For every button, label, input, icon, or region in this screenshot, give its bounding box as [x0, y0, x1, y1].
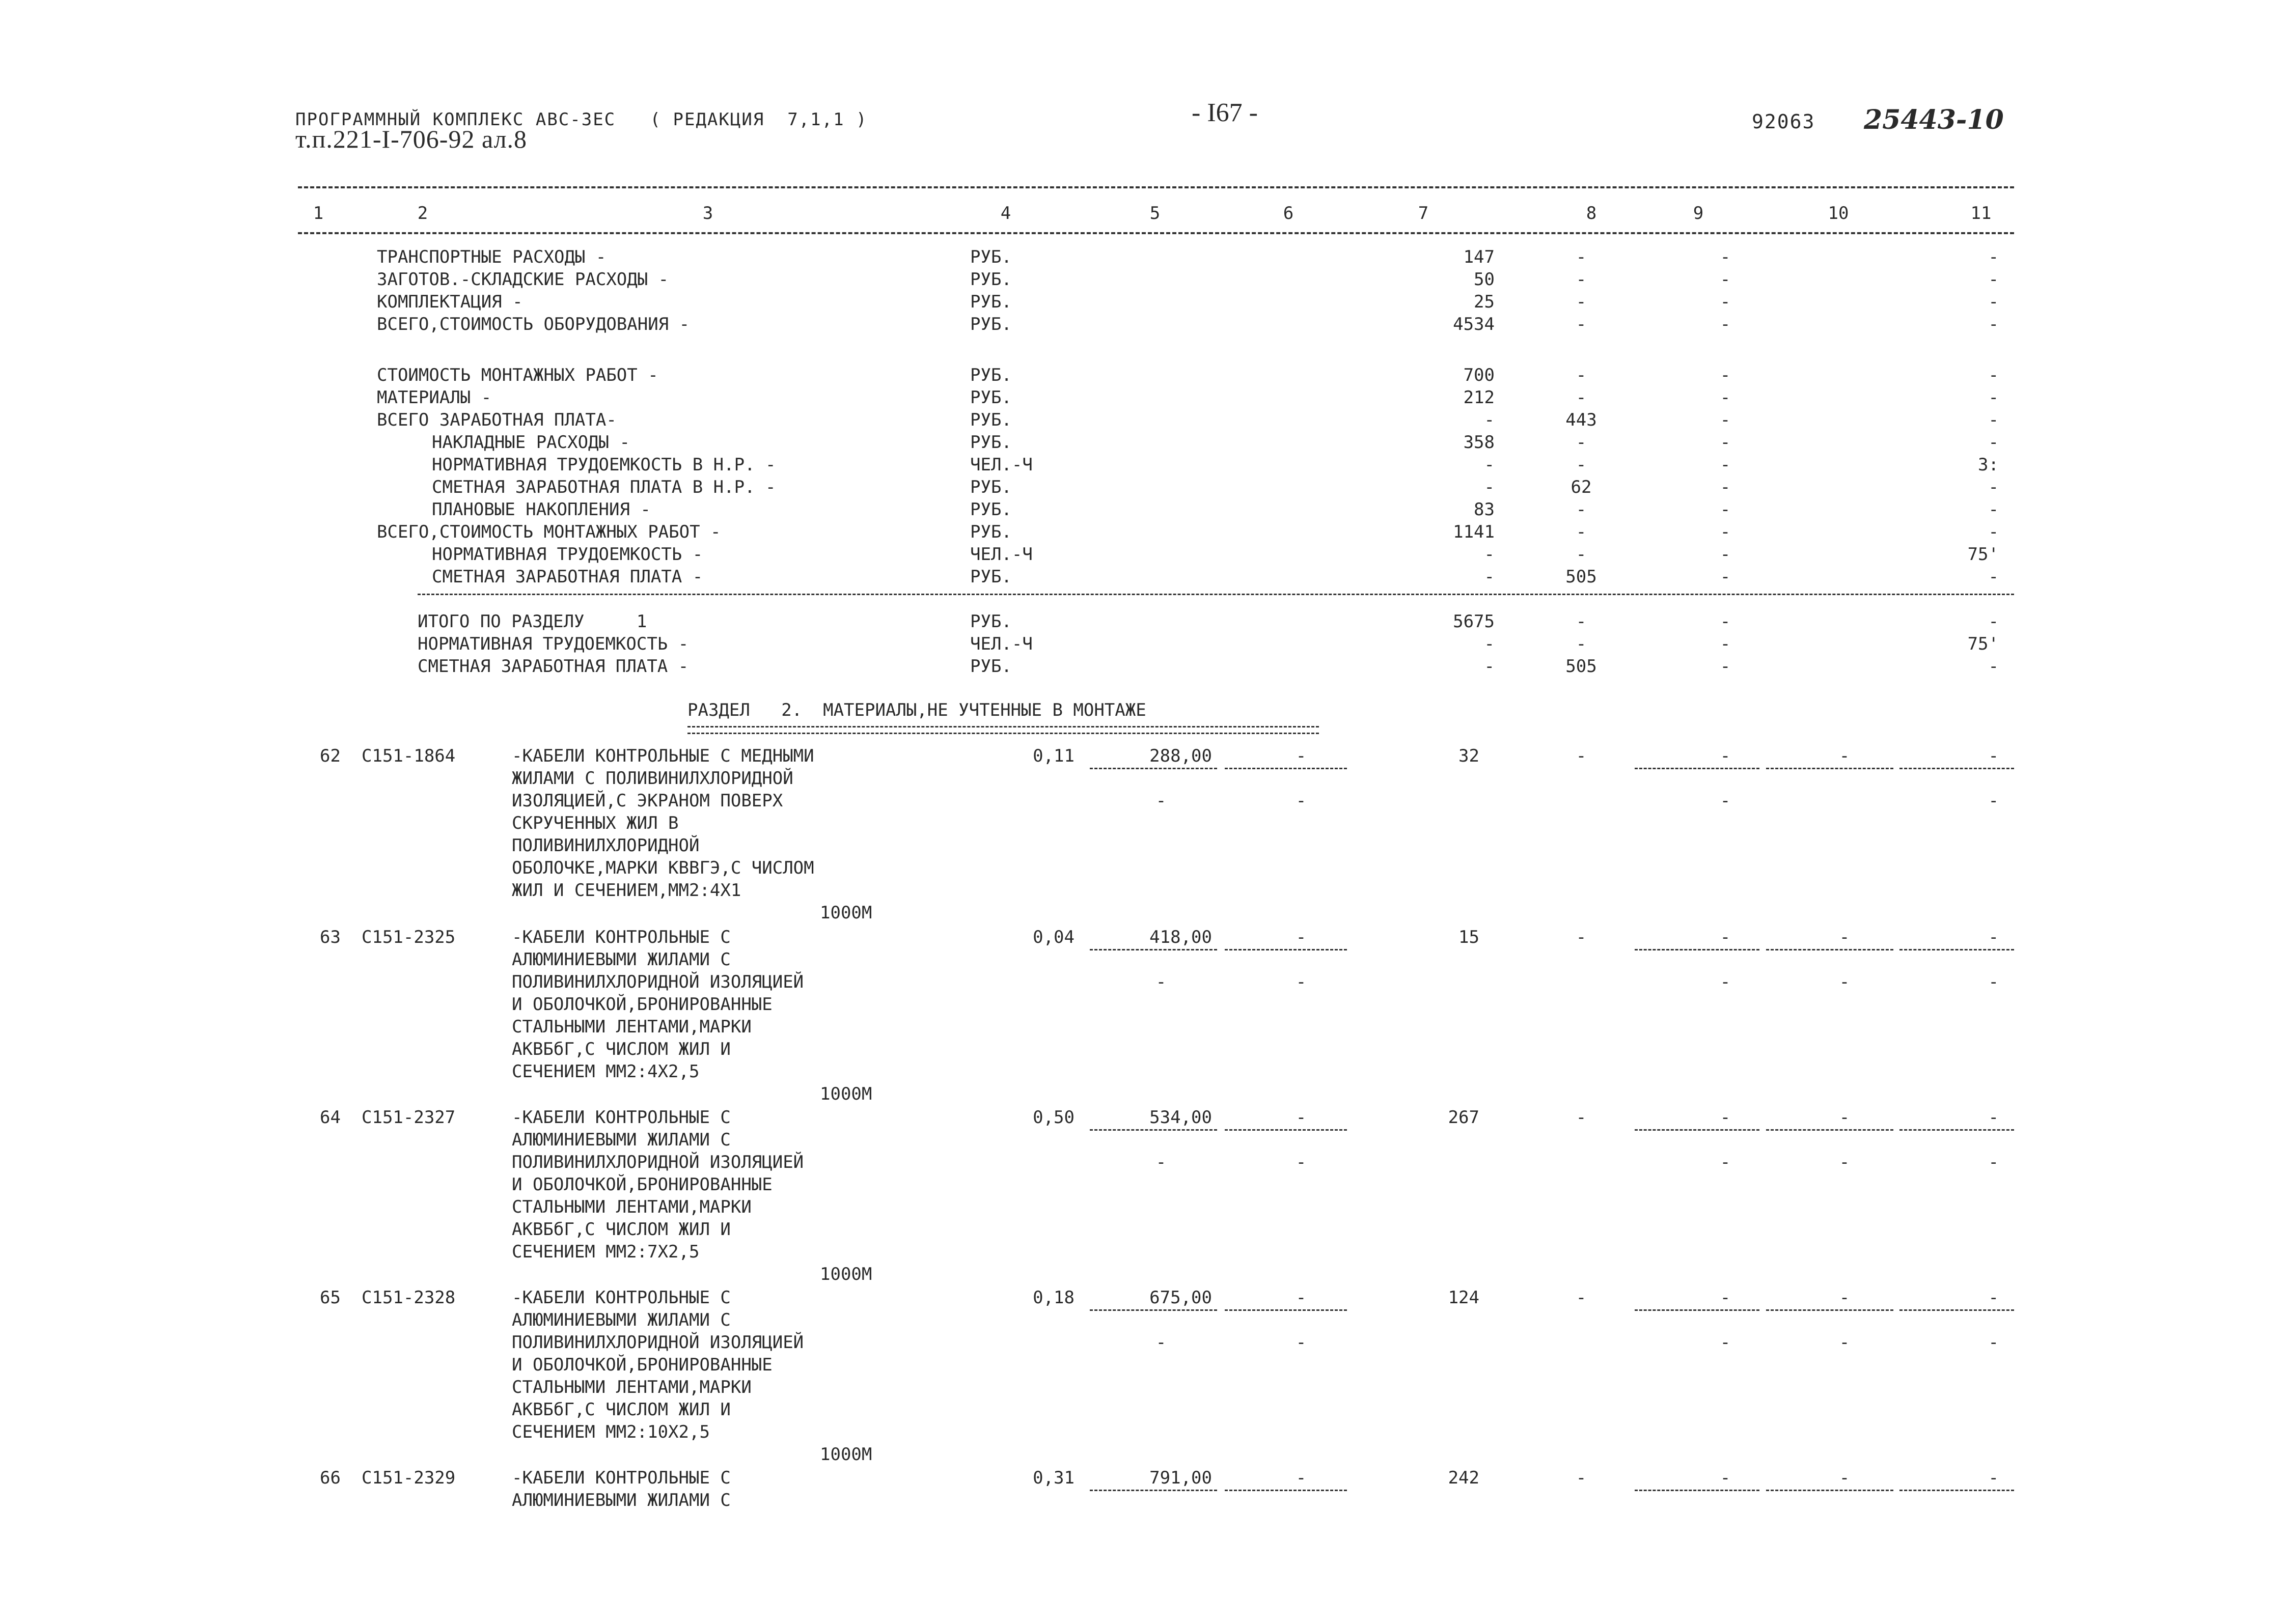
item-c7: 32: [1458, 746, 1479, 766]
summary-c7: 1141: [1453, 522, 1495, 542]
totals-c9: -: [1720, 611, 1731, 632]
summary-unit: РУБ.: [970, 567, 1012, 587]
column-header-4: 4: [1000, 203, 1011, 223]
summary-c9: -: [1720, 247, 1731, 267]
summary-c8: -: [1576, 365, 1587, 385]
item-c11: -: [1988, 927, 1999, 947]
summary-c8: -: [1576, 455, 1587, 475]
item-c9: -: [1720, 1468, 1731, 1488]
totals-c8: 505: [1565, 656, 1597, 677]
totals-c9: -: [1720, 656, 1731, 677]
totals-label: СМЕТНАЯ ЗАРАБОТНАЯ ПЛАТА -: [418, 656, 689, 677]
summary-c9: -: [1720, 544, 1731, 565]
summary-unit: РУБ.: [970, 247, 1012, 267]
summary-c9: -: [1720, 387, 1731, 408]
column-header-8: 8: [1586, 203, 1597, 223]
summary-c8: 443: [1565, 410, 1597, 430]
item-split-rule: [1635, 768, 1759, 769]
item-number: 62: [320, 746, 341, 766]
summary-c11: -: [1988, 269, 1999, 290]
item-price: 675,00: [1149, 1287, 1212, 1308]
summary-unit: РУБ.: [970, 365, 1012, 385]
item-sub-c11: -: [1988, 1152, 1999, 1172]
item-description-line: АЛЮМИНИЕВЫМИ ЖИЛАМИ С: [512, 1130, 731, 1150]
item-c11: -: [1988, 746, 1999, 766]
summary-c7: 83: [1474, 499, 1495, 520]
item-description-line: -КАБЕЛИ КОНТРОЛЬНЫЕ С: [512, 1287, 731, 1308]
item-split-rule: [1090, 768, 1217, 769]
summary-label: НОРМАТИВНАЯ ТРУДОЕМКОСТЬ -: [432, 544, 703, 565]
summary-c7: 212: [1463, 387, 1495, 408]
item-split-rule: [1635, 1309, 1759, 1311]
item-c6: -: [1296, 1468, 1307, 1488]
item-split-rule: [1899, 949, 2014, 950]
item-description-line: -КАБЕЛИ КОНТРОЛЬНЫЕ С: [512, 927, 731, 947]
summary-label: МАТЕРИАЛЫ -: [377, 387, 492, 408]
item-sub-c6: -: [1296, 1332, 1307, 1353]
item-split-rule: [1225, 949, 1347, 950]
item-c10: -: [1839, 1287, 1850, 1308]
item-sub-c5: -: [1155, 1152, 1167, 1172]
item-description-line: И ОБОЛОЧКОЙ,БРОНИРОВАННЫЕ: [512, 994, 773, 1015]
item-split-rule: [1225, 768, 1347, 769]
doc-code: 92063: [1752, 110, 1815, 133]
item-split-rule: [1090, 1490, 1217, 1491]
summary-c7: -: [1484, 477, 1495, 497]
summary-c9: -: [1720, 432, 1731, 453]
summary-label: НОРМАТИВНАЯ ТРУДОЕМКОСТЬ В Н.Р. -: [432, 455, 776, 475]
item-c6: -: [1296, 1107, 1307, 1128]
summary-c8: -: [1576, 499, 1587, 520]
summary-c9: -: [1720, 314, 1731, 334]
column-header-6: 6: [1283, 203, 1294, 223]
summary-c11: -: [1988, 314, 1999, 334]
section-2-title: РАЗДЕЛ 2. МАТЕРИАЛЫ,НЕ УЧТЕННЫЕ В МОНТАЖЕ: [687, 700, 1146, 720]
item-split-rule: [1899, 768, 2014, 769]
item-c6: -: [1296, 927, 1307, 947]
item-number: 63: [320, 927, 341, 947]
column-header-10: 10: [1828, 203, 1849, 223]
item-price: 791,00: [1149, 1468, 1212, 1488]
item-sub-c9: -: [1720, 1152, 1731, 1172]
item-number: 66: [320, 1468, 341, 1488]
item-sub-c9: -: [1720, 791, 1731, 811]
summary-c9: -: [1720, 455, 1731, 475]
item-number: 64: [320, 1107, 341, 1128]
summary-c9: -: [1720, 410, 1731, 430]
summary-label: ПЛАНОВЫЕ НАКОПЛЕНИЯ -: [432, 499, 651, 520]
summary-c11: -: [1988, 410, 1999, 430]
item-c9: -: [1720, 1287, 1731, 1308]
totals-label: ИТОГО ПО РАЗДЕЛУ 1: [418, 611, 647, 632]
item-number: 65: [320, 1287, 341, 1308]
item-description-line: АЛЮМИНИЕВЫМИ ЖИЛАМИ С: [512, 1310, 731, 1330]
summary-c11: -: [1988, 499, 1999, 520]
summary-c9: -: [1720, 477, 1731, 497]
item-qty: 0,04: [1033, 927, 1075, 947]
totals-c7: 5675: [1453, 611, 1495, 632]
item-description-line: ОБОЛОЧКЕ,МАРКИ КВВГЭ,С ЧИСЛОМ: [512, 858, 814, 878]
column-header-2: 2: [417, 203, 428, 223]
item-c8: -: [1576, 1287, 1587, 1308]
item-description-line: И ОБОЛОЧКОЙ,БРОНИРОВАННЫЕ: [512, 1355, 773, 1375]
program-title: ПРОГРАММНЫЙ КОМПЛЕКС АВС-3ЕС ( РЕДАКЦИЯ 7,1,1 ): [295, 109, 868, 130]
summary-c9: -: [1720, 292, 1731, 312]
summary-label: ВСЕГО,СТОИМОСТЬ ОБОРУДОВАНИЯ -: [377, 314, 690, 334]
item-split-rule: [1090, 1309, 1217, 1311]
item-description-line: СЕЧЕНИЕМ ММ2:10Х2,5: [512, 1422, 710, 1442]
item-price: 534,00: [1149, 1107, 1212, 1128]
item-unit: 1000М: [820, 903, 872, 923]
item-code: С151-1864: [362, 746, 456, 766]
item-price: 288,00: [1149, 746, 1212, 766]
totals-unit: ЧЕЛ.-Ч: [970, 634, 1033, 654]
item-description-line: -КАБЕЛИ КОНТРОЛЬНЫЕ С: [512, 1468, 731, 1488]
summary-label: ТРАНСПОРТНЫЕ РАСХОДЫ -: [377, 247, 607, 267]
item-description-line: СЕЧЕНИЕМ ММ2:7Х2,5: [512, 1242, 700, 1262]
item-code: С151-2327: [362, 1107, 456, 1128]
item-code: С151-2329: [362, 1468, 456, 1488]
item-c8: -: [1576, 927, 1587, 947]
item-split-rule: [1225, 1490, 1347, 1491]
item-split-rule: [1635, 1490, 1759, 1491]
item-qty: 0,31: [1033, 1468, 1075, 1488]
summary-unit: РУБ.: [970, 432, 1012, 453]
item-split-rule: [1766, 949, 1893, 950]
item-description-line: ЖИЛАМИ С ПОЛИВИНИЛХЛОРИДНОЙ: [512, 768, 793, 789]
totals-c9: -: [1720, 634, 1731, 654]
page-number: - I67 -: [1192, 98, 1258, 127]
totals-c11: -: [1988, 611, 1999, 632]
item-c10: -: [1839, 927, 1850, 947]
summary-unit: РУБ.: [970, 314, 1012, 334]
item-split-rule: [1899, 1309, 2014, 1311]
column-header-7: 7: [1418, 203, 1429, 223]
summary-c7: 358: [1463, 432, 1495, 453]
summary-c8: 505: [1565, 567, 1597, 587]
item-description-line: СТАЛЬНЫМИ ЛЕНТАМИ,МАРКИ: [512, 1377, 752, 1397]
summary-c11: 75': [1967, 544, 1999, 565]
summary-c9: -: [1720, 522, 1731, 542]
item-c10: -: [1839, 746, 1850, 766]
item-c7: 267: [1448, 1107, 1479, 1128]
summary-label: ВСЕГО ЗАРАБОТНАЯ ПЛАТА-: [377, 410, 617, 430]
column-header-9: 9: [1693, 203, 1704, 223]
item-code: С151-2328: [362, 1287, 456, 1308]
item-c10: -: [1839, 1107, 1850, 1128]
summary-c11: -: [1988, 432, 1999, 453]
summary-unit: РУБ.: [970, 477, 1012, 497]
summary-unit: РУБ.: [970, 292, 1012, 312]
item-description-line: И ОБОЛОЧКОЙ,БРОНИРОВАННЫЕ: [512, 1174, 773, 1195]
item-split-rule: [1225, 1309, 1347, 1311]
handwritten-number: 25443-10: [1864, 104, 2004, 135]
item-description-line: ПОЛИВИНИЛХЛОРИДНОЙ: [512, 835, 700, 856]
item-description-line: ЖИЛ И СЕЧЕНИЕМ,ММ2:4Х1: [512, 880, 741, 901]
item-sub-c10: -: [1839, 1332, 1850, 1353]
item-sub-c6: -: [1296, 791, 1307, 811]
header-rule-top: [298, 186, 2014, 188]
item-description-line: -КАБЕЛИ КОНТРОЛЬНЫЕ С МЕДНЫМИ: [512, 746, 814, 766]
item-c9: -: [1720, 1107, 1731, 1128]
summary-c11: -: [1988, 387, 1999, 408]
item-description-line: ПОЛИВИНИЛХЛОРИДНОЙ ИЗОЛЯЦИЕЙ: [512, 1152, 804, 1172]
item-description-line: АКВБбГ,С ЧИСЛОМ ЖИЛ И: [512, 1219, 731, 1240]
summary-c8: -: [1576, 247, 1587, 267]
item-c7: 124: [1448, 1287, 1479, 1308]
item-code: С151-2325: [362, 927, 456, 947]
item-c11: -: [1988, 1468, 1999, 1488]
item-unit: 1000М: [820, 1264, 872, 1284]
item-qty: 0,50: [1033, 1107, 1075, 1128]
item-sub-c5: -: [1155, 972, 1167, 992]
totals-label: НОРМАТИВНАЯ ТРУДОЕМКОСТЬ -: [418, 634, 689, 654]
summary-unit: РУБ.: [970, 499, 1012, 520]
column-header-11: 11: [1970, 203, 1992, 223]
item-split-rule: [1635, 1129, 1759, 1131]
summary-label: НАКЛАДНЫЕ РАСХОДЫ -: [432, 432, 630, 453]
summary-c8: -: [1576, 269, 1587, 290]
section-title-underline: [687, 726, 1319, 734]
summary-c9: -: [1720, 269, 1731, 290]
summary-c7: 50: [1474, 269, 1495, 290]
item-c11: -: [1988, 1107, 1999, 1128]
item-split-rule: [1225, 1129, 1347, 1131]
totals-c7: -: [1484, 656, 1495, 677]
item-description-line: СТАЛЬНЫМИ ЛЕНТАМИ,МАРКИ: [512, 1017, 752, 1037]
item-c8: -: [1576, 1107, 1587, 1128]
item-description-line: АЛЮМИНИЕВЫМИ ЖИЛАМИ С: [512, 1490, 731, 1510]
summary-c11: -: [1988, 522, 1999, 542]
item-sub-c11: -: [1988, 791, 1999, 811]
item-sub-c6: -: [1296, 1152, 1307, 1172]
summary-c11: -: [1988, 567, 1999, 587]
summary-label: ЗАГОТОВ.-СКЛАДСКИЕ РАСХОДЫ -: [377, 269, 669, 290]
item-c6: -: [1296, 1287, 1307, 1308]
item-split-rule: [1766, 768, 1893, 769]
summary-c7: -: [1484, 455, 1495, 475]
summary-c7: 147: [1463, 247, 1495, 267]
item-description-line: ПОЛИВИНИЛХЛОРИДНОЙ ИЗОЛЯЦИЕЙ: [512, 972, 804, 992]
item-split-rule: [1635, 949, 1759, 950]
totals-c11: -: [1988, 656, 1999, 677]
item-split-rule: [1899, 1490, 2014, 1491]
item-split-rule: [1766, 1129, 1893, 1131]
column-header-1: 1: [313, 203, 324, 223]
summary-c11: -: [1988, 477, 1999, 497]
item-description-line: АКВБбГ,С ЧИСЛОМ ЖИЛ И: [512, 1399, 731, 1420]
item-description-line: ИЗОЛЯЦИЕЙ,С ЭКРАНОМ ПОВЕРХ: [512, 791, 783, 811]
summary-c9: -: [1720, 365, 1731, 385]
item-sub-c10: -: [1839, 972, 1850, 992]
totals-c8: -: [1576, 611, 1587, 632]
summary-c8: -: [1576, 314, 1587, 334]
summary-unit: РУБ.: [970, 522, 1012, 542]
item-sub-c6: -: [1296, 972, 1307, 992]
summary-c11: -: [1988, 365, 1999, 385]
totals-unit: РУБ.: [970, 611, 1012, 632]
summary-c8: -: [1576, 544, 1587, 565]
summary-c8: -: [1576, 432, 1587, 453]
item-split-rule: [1090, 1129, 1217, 1131]
item-split-rule: [1090, 949, 1217, 950]
item-description-line: СЕЧЕНИЕМ ММ2:4Х2,5: [512, 1061, 700, 1082]
summary-label: СМЕТНАЯ ЗАРАБОТНАЯ ПЛАТА -: [432, 567, 703, 587]
item-sub-c5: -: [1155, 1332, 1167, 1353]
item-sub-c9: -: [1720, 1332, 1731, 1353]
item-description-line: АКВБбГ,С ЧИСЛОМ ЖИЛ И: [512, 1039, 731, 1059]
totals-c11: 75': [1967, 634, 1999, 654]
item-description-line: АЛЮМИНИЕВЫМИ ЖИЛАМИ С: [512, 949, 731, 970]
item-c7: 242: [1448, 1468, 1479, 1488]
item-price: 418,00: [1149, 927, 1212, 947]
item-sub-c10: -: [1839, 1152, 1850, 1172]
summary-unit: РУБ.: [970, 387, 1012, 408]
summary-c8: -: [1576, 522, 1587, 542]
summary-c7: -: [1484, 567, 1495, 587]
summary-unit: РУБ.: [970, 269, 1012, 290]
item-description-line: ПОЛИВИНИЛХЛОРИДНОЙ ИЗОЛЯЦИЕЙ: [512, 1332, 804, 1353]
item-sub-c11: -: [1988, 972, 1999, 992]
summary-label: СМЕТНАЯ ЗАРАБОТНАЯ ПЛАТА В Н.Р. -: [432, 477, 776, 497]
item-c7: 15: [1458, 927, 1479, 947]
doc-reference: т.п.221-I-706-92 ал.8: [295, 125, 528, 153]
item-split-rule: [1766, 1309, 1893, 1311]
item-c11: -: [1988, 1287, 1999, 1308]
item-qty: 0,11: [1033, 746, 1075, 766]
header-rule-bottom: [298, 232, 2014, 234]
summary-c11: -: [1988, 247, 1999, 267]
summary-c7: 25: [1474, 292, 1495, 312]
item-sub-c11: -: [1988, 1332, 1999, 1353]
item-unit: 1000М: [820, 1084, 872, 1104]
summary-c11: -: [1988, 292, 1999, 312]
summary-c8: -: [1576, 292, 1587, 312]
summary-c8: 62: [1571, 477, 1592, 497]
item-unit: 1000М: [820, 1444, 872, 1465]
summary-c8: -: [1576, 387, 1587, 408]
summary-label: СТОИМОСТЬ МОНТАЖНЫХ РАБОТ -: [377, 365, 658, 385]
item-c9: -: [1720, 927, 1731, 947]
summary-c7: -: [1484, 410, 1495, 430]
item-c8: -: [1576, 1468, 1587, 1488]
summary-c7: 4534: [1453, 314, 1495, 334]
item-c8: -: [1576, 746, 1587, 766]
column-header-3: 3: [702, 203, 713, 223]
item-c9: -: [1720, 746, 1731, 766]
totals-c7: -: [1484, 634, 1495, 654]
summary-unit: ЧЕЛ.-Ч: [970, 544, 1033, 565]
totals-c8: -: [1576, 634, 1587, 654]
summary-unit: РУБ.: [970, 410, 1012, 430]
item-split-rule: [1899, 1129, 2014, 1131]
summary-c7: 700: [1463, 365, 1495, 385]
item-c6: -: [1296, 746, 1307, 766]
totals-unit: РУБ.: [970, 656, 1012, 677]
column-header-5: 5: [1149, 203, 1161, 223]
item-sub-c9: -: [1720, 972, 1731, 992]
item-c10: -: [1839, 1468, 1850, 1488]
item-description-line: -КАБЕЛИ КОНТРОЛЬНЫЕ С: [512, 1107, 731, 1128]
summary-c9: -: [1720, 567, 1731, 587]
summary-c11: 3:: [1978, 455, 1999, 475]
summary-unit: ЧЕЛ.-Ч: [970, 455, 1033, 475]
item-split-rule: [1766, 1490, 1893, 1491]
item-description-line: СТАЛЬНЫМИ ЛЕНТАМИ,МАРКИ: [512, 1197, 752, 1217]
summary-label: КОМПЛЕКТАЦИЯ -: [377, 292, 523, 312]
item-sub-c5: -: [1155, 791, 1167, 811]
item-qty: 0,18: [1033, 1287, 1075, 1308]
summary-c7: -: [1484, 544, 1495, 565]
item-description-line: СКРУЧЕННЫХ ЖИЛ В: [512, 813, 679, 833]
summary-c9: -: [1720, 499, 1731, 520]
summary-label: ВСЕГО,СТОИМОСТЬ МОНТАЖНЫХ РАБОТ -: [377, 522, 721, 542]
section-divider: [418, 594, 2014, 595]
